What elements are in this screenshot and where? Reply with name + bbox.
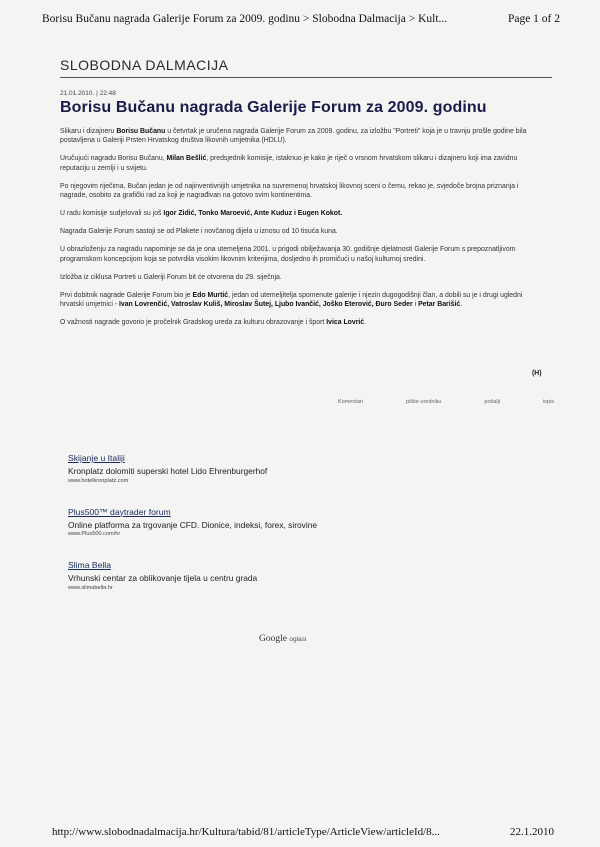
text-run: Prvi dobitnik nagrade Galerije Forum bio je	[60, 291, 193, 299]
article-datetime: 21.01.2010. | 22:48	[60, 90, 116, 97]
article-paragraph	[60, 209, 546, 218]
ad-title-link[interactable]: Plus500™ daytrader forum	[68, 506, 171, 517]
text-run: .	[460, 301, 463, 309]
article-paragraph	[60, 182, 546, 201]
ad-url[interactable]: www.Plus500.com/hr	[68, 531, 121, 537]
bold-text: Ivica Lovrić	[326, 319, 365, 327]
article-paragraph	[60, 273, 546, 282]
text-run: O važnosti nagrade govorio je pročelnik Gradskog ureda za kulturu obrazovanje i šport	[60, 319, 327, 327]
article-title: Borisu Bučanu nagrada Galerije Forum za 2009. godinu	[60, 99, 487, 116]
text-run: Izložba iz ciklusa Portreti u Galeriji Forum bit će otvorena do 29. siječnja.	[60, 273, 282, 281]
text-run: u četvrtak je uručena nagrada Galerije Forum za 2009. godinu, za izložbu "Portreti" koja je u travnju prošle godine bila postavljena u Galeriji Prsten Hrvatskog društva likovnih umjetnika (HDLU).	[60, 128, 527, 145]
action-write-editor[interactable]: pišite uredniku	[406, 399, 442, 405]
text-run: .	[364, 319, 367, 327]
action-comments[interactable]: Komentari	[338, 399, 364, 405]
article-paragraph	[60, 245, 546, 264]
article-paragraph	[60, 154, 546, 173]
page-number: Page 1 of 2	[507, 13, 560, 25]
text-run: , jedan od utemeljitelja spomenute galerije i njezin dugogodišnji član, a dobili su je i drugi ugledni hrvatski umjetnici -	[60, 291, 523, 309]
bold-text: Petar Barišić	[418, 301, 461, 309]
text-run: Nagrada Galerije Forum sastoji se od Plakete i novčanog dijela u iznosu od 10 tisuća kuna.	[60, 228, 338, 236]
text-run: , predsjednik komisije, istaknuo je kako je riječ o vrsnom hrvatskom slikaru i dizajneru koji ima zavidnu reputaciju u zemlji i u svijetu.	[60, 155, 518, 172]
ad-item	[68, 555, 368, 593]
bold-text: Igor Zidić, Tonko Maroević, Ante Kuduz i Eugen Kokot.	[163, 210, 343, 218]
ads-label: oglasi	[289, 636, 307, 643]
print-header-title: Borisu Bučanu nagrada Galerije Forum za 2009. godinu > Slobodna Dalmacija > Kult...	[42, 13, 448, 25]
text-run: Uručujući nagradu Borisu Bučanu,	[60, 155, 167, 163]
ad-list	[68, 448, 368, 609]
article-actions	[338, 399, 554, 405]
bold-text: Milan Bešlić	[166, 155, 207, 163]
article-paragraph	[60, 227, 546, 236]
ad-title-link[interactable]: Slima Bella	[68, 560, 111, 570]
ad-title-link[interactable]: Skijanje u Italiji	[68, 453, 125, 463]
ad-item	[68, 448, 368, 486]
text-run: Slikaru i dizajneru	[60, 128, 117, 135]
google-logo: Google	[259, 634, 287, 644]
article-paragraph	[60, 291, 546, 310]
action-print[interactable]: ispis	[542, 399, 554, 405]
bold-text: Borisu Bučanu	[116, 128, 166, 135]
bold-text: Edo Murtić	[192, 291, 229, 299]
header-divider	[60, 77, 552, 78]
text-run: U obrazloženju za nagradu napominje se da je ona utemeljena 2001. u prigodi obilježavanja 30. godišnje djelatnosti Galerije Forum s prepoznatljivom programskom koncepcijom koja se potvrdila visokim likovnim kriterijima, dosljedno ih promičući u našoj kulturnoj sredini.	[60, 246, 516, 263]
ad-description: Kronplatz dolomiti superski hotel Lido Ehrenburgerhof	[68, 466, 268, 476]
article-paragraph	[60, 318, 546, 327]
print-header	[42, 13, 560, 25]
print-footer	[52, 826, 554, 838]
article-paragraph	[60, 127, 546, 146]
page-url: http://www.slobodnadalmacija.hr/Kultura/tabid/81/articleType/ArticleView/articleId/8...	[52, 826, 440, 838]
ad-url[interactable]: www.slimabella.hr	[68, 584, 113, 591]
ad-description: Online platforma za trgovanje CFD. Dionice, indeksi, forex, sirovine	[68, 519, 318, 530]
ad-url[interactable]: www.hotelkronplatz.com	[68, 477, 129, 484]
google-ads-label[interactable]	[259, 634, 306, 644]
text-run: i	[412, 301, 419, 309]
text-run: Po njegovim riječima, Bučan jedan je od najinventivnijih umjetnika na suvremenoj hrvatskoj likovnoj sceni o čemu, rekao je, svjedoče brojna priznanja i nagrade, osobito za grafički rad za koji je nagrađivan na gotovo svim kontinentima.	[60, 182, 519, 200]
author-signature: (H)	[532, 370, 542, 377]
site-name: SLOBODNA DALMACIJA	[60, 57, 229, 73]
ad-item	[68, 502, 368, 540]
text-run: U radu komisije sudjelovali su još	[60, 210, 164, 218]
print-date: 22.1.2010	[510, 826, 554, 838]
article-body	[60, 127, 546, 336]
action-send[interactable]: pošalji	[484, 399, 501, 405]
bold-text: Ivan Lovrenčić, Vatroslav Kuliš, Miroslav Šutej, Ljubo Ivančić, Joško Eterović, Đuro Seder	[118, 301, 413, 309]
ad-description: Vrhunski centar za oblikovanje tijela u centru grada	[68, 573, 258, 583]
